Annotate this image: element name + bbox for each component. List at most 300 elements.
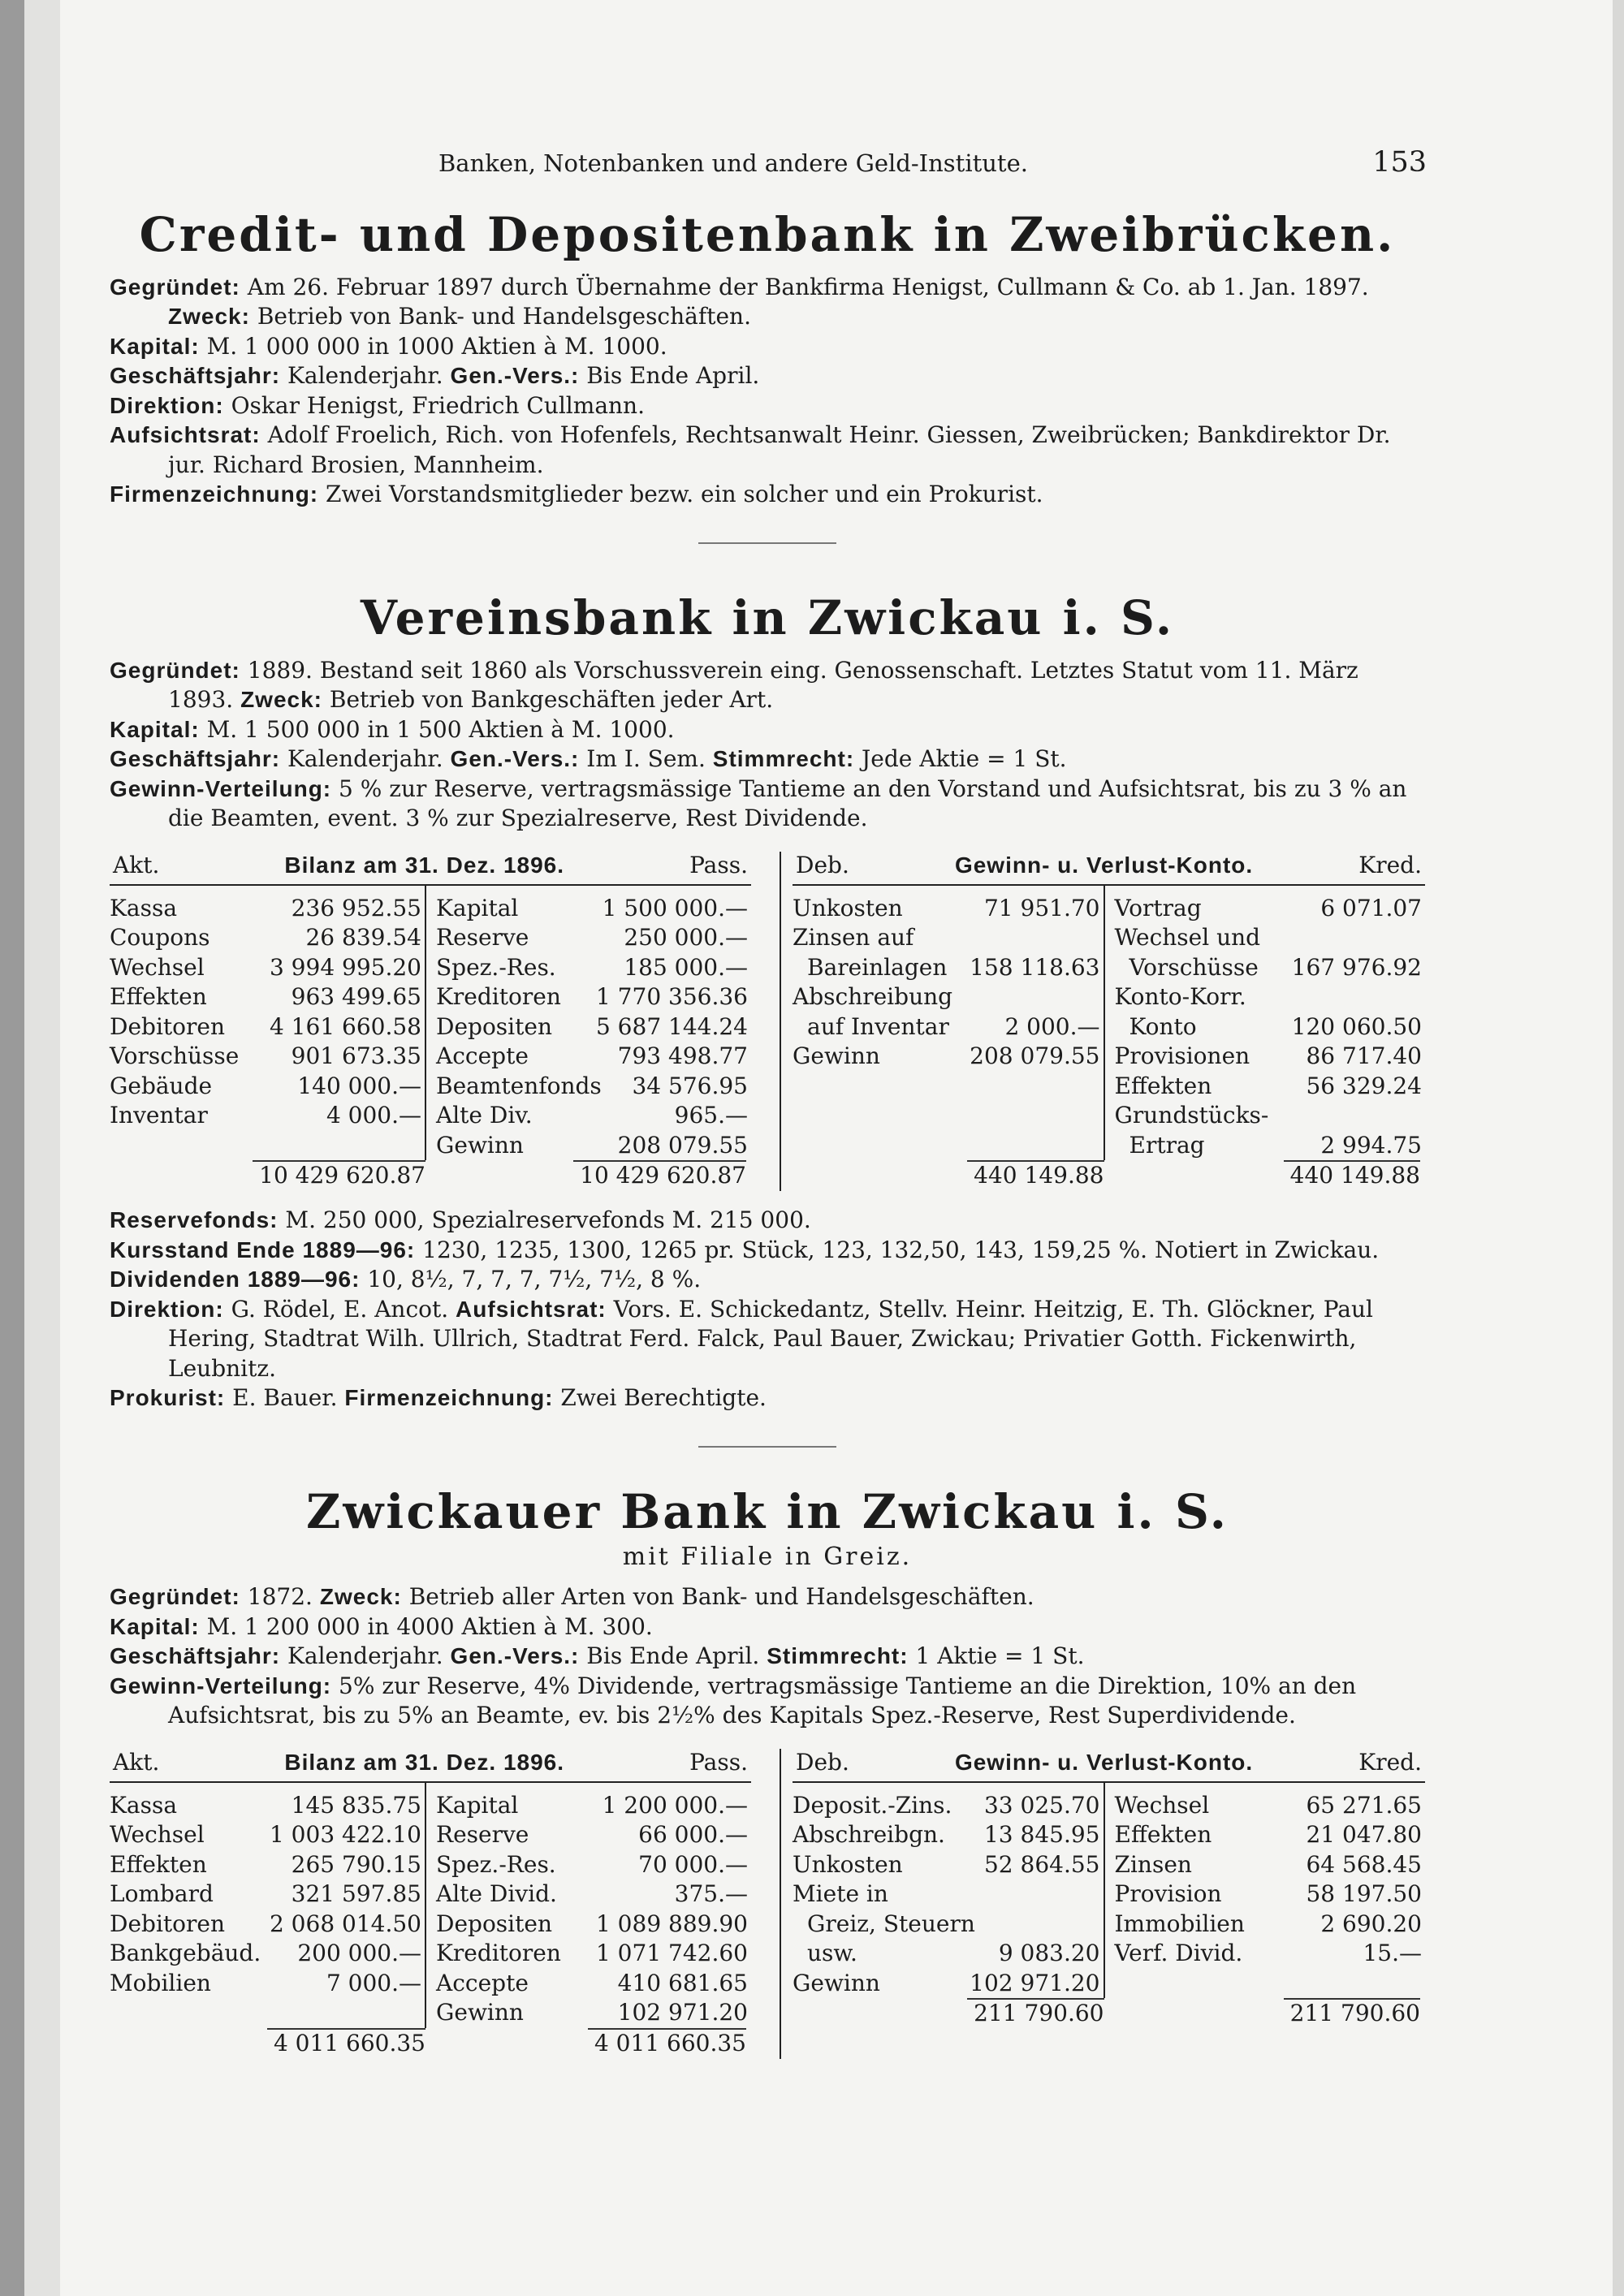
pl-debit-label: Deb. <box>796 1748 849 1776</box>
table-row <box>436 1969 751 1999</box>
text-fiscal-year: Kalenderjahr. <box>280 1642 451 1670</box>
info-fiscal-year <box>110 744 1425 775</box>
pl-total-debit: 211 790.60 <box>967 1998 1104 2026</box>
pl-totals <box>793 1998 1425 2029</box>
info-founded <box>110 273 1425 332</box>
row-label: Debitoren <box>110 1910 225 1937</box>
running-header <box>438 146 1425 187</box>
row-value: 963 499.65 <box>291 983 421 1011</box>
row-label: Deposit.-Zins. <box>793 1791 952 1819</box>
label-supervisory-board: Aufsichtsrat: <box>456 1296 607 1322</box>
row-value: 3 994 995.20 <box>269 953 421 981</box>
row-label: Vortrag <box>1114 894 1202 921</box>
row-value: 140 000.— <box>297 1072 421 1099</box>
liabilities-column <box>425 1783 751 2028</box>
info-capital <box>110 332 1425 362</box>
text-fiscal-year: Kalenderjahr. <box>280 745 451 773</box>
row-value: 375.— <box>674 1880 748 1908</box>
row-value: 2 000.— <box>1004 1012 1100 1040</box>
label-purpose: Zweck: <box>168 304 250 330</box>
liabilities-column <box>425 886 751 1161</box>
table-row <box>436 923 751 953</box>
row-value: 208 079.55 <box>617 1131 748 1159</box>
table-row <box>110 1791 425 1821</box>
text-dividends: 10, 8½, 7, 7, 7, 7½, 7½, 8 %. <box>360 1266 702 1293</box>
row-label: Kreditoren <box>436 983 561 1011</box>
row-label: Kassa <box>110 894 178 921</box>
row-label: Beamtenfonds <box>436 1072 602 1099</box>
row-label: Greiz, Steuern <box>807 1910 975 1937</box>
text-voting-right: 1 Aktie = 1 St. <box>908 1642 1085 1670</box>
row-value: 102 971.20 <box>970 1969 1100 1996</box>
debit-column <box>793 1783 1104 1999</box>
row-label: Coupons <box>110 924 210 952</box>
row-label: usw. <box>807 1940 857 1967</box>
pl-header <box>793 1749 1425 1783</box>
balance-sheet <box>110 852 751 1192</box>
row-value: 145 835.75 <box>291 1791 421 1819</box>
row-label: Gewinn <box>436 1999 524 2026</box>
row-value: 58 197.50 <box>1306 1880 1422 1908</box>
label-founded: Gegründet: <box>110 657 240 683</box>
text-reserve-fund: M. 250 000, Spezialreservefonds M. 215 000. <box>278 1206 811 1234</box>
row-value: 321 597.85 <box>291 1880 421 1908</box>
table-row <box>1115 953 1426 983</box>
text-founded: 1889. Bestand seit 1860 als Vorschussverein eing. Genossenschaft. Letztes Statut vom 11. März 1893. <box>168 656 1358 714</box>
info-share-price <box>110 1236 1425 1266</box>
row-label: Effekten <box>110 983 207 1011</box>
pl-debit-label: Deb. <box>796 851 849 878</box>
text-general-meeting: Bis Ende April. <box>579 1642 767 1670</box>
text-founded: 1872. <box>240 1583 320 1611</box>
label-founded: Gegründet: <box>110 274 240 300</box>
table-row <box>436 1850 751 1880</box>
row-label: Miete in <box>793 1880 888 1908</box>
balance-header <box>110 1749 751 1783</box>
table-row <box>110 1042 425 1072</box>
table-row <box>1115 894 1426 924</box>
row-label: Depositen <box>436 1012 552 1040</box>
row-value: 26 839.54 <box>305 924 421 952</box>
row-label: Kapital <box>436 894 519 921</box>
row-value: 64 568.45 <box>1306 1850 1422 1878</box>
table-row <box>793 982 1104 1012</box>
info-supervisory-board <box>110 421 1425 480</box>
row-value: 410 681.65 <box>617 1969 748 1996</box>
row-label: Kreditoren <box>436 1940 561 1967</box>
pl-totals <box>793 1160 1425 1191</box>
pl-total-debit: 440 149.88 <box>967 1160 1104 1189</box>
row-value: 185 000.— <box>624 953 748 981</box>
label-general-meeting: Gen.-Vers.: <box>450 363 580 389</box>
row-label: Kapital <box>436 1791 519 1819</box>
balance-assets-label: Akt. <box>113 851 160 878</box>
label-signature: Firmenzeichnung: <box>110 481 319 507</box>
table-row <box>110 1072 425 1102</box>
section-subtitle: mit Filiale in Greiz. <box>622 1543 913 1572</box>
profit-loss-account <box>780 852 1425 1192</box>
table-row <box>436 1791 751 1821</box>
table-row <box>436 1072 751 1102</box>
info-procurator <box>110 1383 1425 1413</box>
running-head-title: Banken, Notenbanken und andere Geld-Institute. <box>438 149 1028 177</box>
page-number: 153 <box>1372 146 1427 179</box>
label-fiscal-year: Geschäftsjahr: <box>110 363 281 389</box>
row-label: Wechsel <box>110 1821 205 1849</box>
assets-column <box>110 886 425 1161</box>
label-capital: Kapital: <box>110 1613 200 1639</box>
row-value: 120 060.50 <box>1291 1012 1422 1040</box>
row-value: 236 952.55 <box>291 894 421 921</box>
row-label: Lombard <box>110 1880 214 1908</box>
table-row <box>1115 923 1426 953</box>
balance-header <box>110 852 751 886</box>
row-value: 208 079.55 <box>970 1042 1100 1070</box>
financial-tables <box>110 852 1425 1192</box>
label-voting-right: Stimmrecht: <box>767 1643 909 1669</box>
row-label: Bareinlagen <box>807 953 948 981</box>
pl-total-credit: 211 790.60 <box>1284 1998 1420 2026</box>
text-general-meeting: Im I. Sem. <box>579 745 713 773</box>
table-row <box>793 953 1104 983</box>
row-value: 250 000.— <box>624 924 748 952</box>
company-info-extra <box>110 1206 1425 1413</box>
page-right-edge <box>1613 0 1624 2296</box>
table-row <box>1115 1791 1426 1821</box>
balance-title: Bilanz am 31. Dez. 1896. <box>284 852 565 878</box>
table-row <box>1115 1131 1426 1161</box>
label-share-price: Kursstand Ende 1889—96: <box>110 1236 416 1262</box>
label-direction: Direktion: <box>110 1296 224 1322</box>
table-row <box>1115 1880 1426 1910</box>
table-row <box>1115 1042 1426 1072</box>
table-row <box>1115 1850 1426 1880</box>
info-direction <box>110 1295 1425 1384</box>
debit-column <box>793 886 1104 1161</box>
info-fiscal-year <box>110 361 1425 391</box>
table-row <box>110 1101 425 1131</box>
section-divider <box>698 542 836 544</box>
table-row <box>1115 1910 1426 1940</box>
info-founded <box>110 656 1425 715</box>
text-profit-distribution: 5 % zur Reserve, vertragsmässige Tantieme an den Vorstand und Aufsichtsrat, bis zu 3 % an die Beamten, event. 3 % zur Spezialreserve, Rest Dividende. <box>168 775 1407 832</box>
table-row <box>793 1791 1104 1821</box>
table-row <box>436 894 751 924</box>
row-value: 15.— <box>1363 1940 1422 1967</box>
row-value: 1 770 356.36 <box>595 983 748 1011</box>
row-value: 1 200 000.— <box>602 1791 748 1819</box>
row-label: Reserve <box>436 924 529 952</box>
label-profit-distribution: Gewinn-Verteilung: <box>110 1672 332 1698</box>
binding-shadow <box>24 0 60 2296</box>
row-label: Vorschüsse <box>110 1042 240 1070</box>
table-row <box>436 1131 751 1161</box>
balance-sheet <box>110 1749 751 2059</box>
info-capital <box>110 715 1425 745</box>
table-row <box>110 1910 425 1940</box>
table-row <box>1115 1101 1426 1131</box>
row-value: 65 271.65 <box>1306 1791 1422 1819</box>
row-label: Wechsel und <box>1114 924 1261 952</box>
table-row <box>793 1012 1104 1042</box>
row-label: Gewinn <box>793 1042 880 1070</box>
table-row <box>110 1820 425 1850</box>
label-fiscal-year: Geschäftsjahr: <box>110 1643 281 1669</box>
text-signature: Zwei Vorstandsmitglieder bezw. ein solcher und ein Prokurist. <box>318 481 1043 508</box>
section-vereinsbank-zwickau <box>110 589 1425 1413</box>
table-row <box>436 1880 751 1910</box>
row-value: 1 500 000.— <box>602 894 748 921</box>
row-label: Depositen <box>436 1910 552 1937</box>
row-value: 52 864.55 <box>983 1850 1100 1878</box>
pl-header <box>793 852 1425 886</box>
credit-column <box>1104 1783 1426 1999</box>
pl-total-credit: 440 149.88 <box>1284 1160 1420 1189</box>
row-value: 21 047.80 <box>1306 1821 1422 1849</box>
row-value: 965.— <box>674 1102 748 1129</box>
row-label: Provision <box>1114 1880 1222 1908</box>
row-value: 66 000.— <box>638 1821 748 1849</box>
text-share-price: 1230, 1235, 1300, 1265 pr. Stück, 123, 132,50, 143, 159,25 %. Notiert in Zwickau. <box>415 1236 1380 1263</box>
info-reserve-fund <box>110 1206 1425 1236</box>
row-value: 4 000.— <box>326 1102 421 1129</box>
label-capital: Kapital: <box>110 716 200 742</box>
pl-title: Gewinn- u. Verlust-Konto. <box>954 852 1254 878</box>
table-row <box>110 1969 425 1999</box>
row-value: 13 845.95 <box>983 1821 1100 1849</box>
balance-liabilities-label: Pass. <box>689 1748 748 1776</box>
row-label: Konto-Korr. <box>1114 983 1246 1011</box>
info-signature <box>110 480 1425 510</box>
row-label: Spez.-Res. <box>436 953 556 981</box>
profit-loss-account <box>780 1749 1425 2059</box>
table-row <box>793 1910 1104 1940</box>
table-row <box>436 953 751 983</box>
pl-credit-label: Kred. <box>1358 851 1422 878</box>
row-label: Gewinn <box>793 1969 880 1996</box>
row-label: Vorschüsse <box>1129 953 1259 981</box>
row-label: Abschreibgn. <box>793 1821 945 1849</box>
text-capital: M. 1 500 000 in 1 500 Aktien à M. 1000. <box>199 715 675 743</box>
label-direction: Direktion: <box>110 392 224 418</box>
section-title: Vereinsbank in Zwickau i. S. <box>360 589 1175 645</box>
pl-title: Gewinn- u. Verlust-Konto. <box>954 1749 1254 1775</box>
table-row <box>793 1969 1104 1999</box>
table-row <box>1115 1820 1426 1850</box>
row-label: Mobilien <box>110 1969 211 1996</box>
row-label: Reserve <box>436 1821 529 1849</box>
section-title: Credit- und Depositenbank in Zweibrücken. <box>139 207 1396 262</box>
row-value: 2 690.20 <box>1320 1910 1422 1937</box>
table-row <box>793 1939 1104 1969</box>
row-value: 70 000.— <box>638 1850 748 1878</box>
row-label: Immobilien <box>1114 1910 1245 1937</box>
table-row <box>110 953 425 983</box>
financial-tables <box>110 1749 1425 2059</box>
row-value: 158 118.63 <box>970 953 1100 981</box>
label-voting-right: Stimmrecht: <box>712 746 855 772</box>
assets-column <box>110 1783 425 2028</box>
text-direction: G. Rödel, E. Ancot. <box>223 1295 456 1323</box>
row-value: 1 089 889.90 <box>595 1910 748 1937</box>
row-label: Verf. Divid. <box>1114 1940 1243 1967</box>
label-purpose: Zweck: <box>240 687 322 713</box>
info-profit-distribution <box>110 775 1425 834</box>
balance-title: Bilanz am 31. Dez. 1896. <box>284 1749 565 1775</box>
text-general-meeting: Bis Ende April. <box>579 362 760 390</box>
table-row <box>1115 1939 1426 1969</box>
row-label: Gewinn <box>436 1131 524 1159</box>
row-label: Bankgebäud. <box>110 1940 261 1967</box>
text-capital: M. 1 000 000 in 1000 Aktien à M. 1000. <box>199 332 667 360</box>
info-profit-distribution <box>110 1672 1425 1731</box>
row-label: Unkosten <box>793 1850 903 1878</box>
table-row <box>1115 1072 1426 1102</box>
text-supervisory-board: Vors. E. Schickedantz, Stellv. Heinr. Heitzig, E. Th. Glöckner, Paul Hering, Stadtrat Wilh. Ullrich, Stadtrat Ferd. Falck, Paul Bauer, Zwickau; Privatier Gotth. Fickenwirth, Leubnitz. <box>168 1295 1373 1382</box>
row-label: Provisionen <box>1114 1042 1250 1070</box>
text-voting-right: Jede Aktie = 1 St. <box>854 745 1067 773</box>
label-fiscal-year: Geschäftsjahr: <box>110 746 281 772</box>
row-value: 34 576.95 <box>632 1072 748 1099</box>
row-label: Debitoren <box>110 1012 225 1040</box>
row-value: 5 687 144.24 <box>595 1012 748 1040</box>
balance-totals <box>110 1160 751 1191</box>
row-label: Inventar <box>110 1102 208 1129</box>
table-row <box>110 1939 425 1969</box>
label-founded: Gegründet: <box>110 1584 240 1610</box>
table-row <box>436 1998 751 2028</box>
label-dividends: Dividenden 1889—96: <box>110 1267 361 1293</box>
row-value: 1 003 422.10 <box>269 1821 421 1849</box>
section-zwickauer-bank <box>110 1483 1425 2059</box>
table-row <box>436 1820 751 1850</box>
company-info <box>110 273 1425 510</box>
company-info <box>110 656 1425 834</box>
table-row <box>793 1042 1104 1072</box>
row-value: 1 071 742.60 <box>595 1940 748 1967</box>
row-value: 56 329.24 <box>1306 1072 1422 1099</box>
binding-edge <box>0 0 24 2296</box>
row-value: 200 000.— <box>297 1940 421 1967</box>
table-row <box>1115 1012 1426 1042</box>
info-fiscal-year <box>110 1642 1425 1672</box>
balance-total-assets: 10 429 620.87 <box>253 1160 425 1189</box>
balance-assets-label: Akt. <box>113 1748 160 1776</box>
table-row <box>110 1850 425 1880</box>
row-label: Ertrag <box>1129 1131 1205 1159</box>
text-procurator: E. Bauer. <box>225 1384 345 1412</box>
balance-total-liabilities: 10 429 620.87 <box>573 1160 746 1189</box>
table-row <box>1115 982 1426 1012</box>
label-general-meeting: Gen.-Vers.: <box>450 746 580 772</box>
table-row <box>793 1880 1104 1910</box>
row-value: 86 717.40 <box>1306 1042 1422 1070</box>
row-label: Zinsen auf <box>793 924 914 952</box>
table-row <box>110 923 425 953</box>
label-general-meeting: Gen.-Vers.: <box>450 1643 580 1669</box>
label-signature: Firmenzeichnung: <box>344 1385 554 1411</box>
row-value: 33 025.70 <box>983 1791 1100 1819</box>
row-value: 71 951.70 <box>983 894 1100 921</box>
row-value: 265 790.15 <box>291 1850 421 1878</box>
row-label: Unkosten <box>793 894 903 921</box>
row-label: Abschreibung <box>793 983 953 1011</box>
table-row <box>110 1012 425 1042</box>
row-label: Accepte <box>436 1969 529 1996</box>
table-row <box>436 982 751 1012</box>
table-row <box>436 1042 751 1072</box>
label-purpose: Zweck: <box>319 1584 402 1610</box>
row-label: Effekten <box>110 1850 207 1878</box>
row-value: 2 068 014.50 <box>269 1910 421 1937</box>
text-direction: Oskar Henigst, Friedrich Cullmann. <box>223 391 645 419</box>
credit-column <box>1104 886 1426 1161</box>
info-capital <box>110 1612 1425 1642</box>
table-row <box>793 894 1104 924</box>
section-title: Zwickauer Bank in Zwickau i. S. <box>306 1483 1229 1539</box>
row-label: Grundstücks- <box>1114 1102 1269 1129</box>
info-direction <box>110 391 1425 421</box>
row-label: Kassa <box>110 1791 178 1819</box>
row-value: 793 498.77 <box>617 1042 748 1070</box>
company-info <box>110 1582 1425 1731</box>
row-value: 167 976.92 <box>1291 953 1422 981</box>
table-row <box>793 923 1104 953</box>
balance-total-assets: 4 011 660.35 <box>267 2028 425 2056</box>
table-row <box>436 1012 751 1042</box>
table-row <box>436 1939 751 1969</box>
row-label: Wechsel <box>1114 1791 1210 1819</box>
info-dividends <box>110 1265 1425 1295</box>
text-capital: M. 1 200 000 in 4000 Aktien à M. 300. <box>199 1612 653 1640</box>
table-row <box>793 1850 1104 1880</box>
row-value: 102 971.20 <box>617 1999 748 2026</box>
row-label: Zinsen <box>1114 1850 1192 1878</box>
table-row <box>110 982 425 1012</box>
label-capital: Kapital: <box>110 333 200 359</box>
text-signature: Zwei Berechtigte. <box>553 1384 767 1412</box>
row-label: Alte Div. <box>436 1102 533 1129</box>
pl-credit-label: Kred. <box>1358 1748 1422 1776</box>
label-reserve-fund: Reservefonds: <box>110 1207 279 1233</box>
section-divider <box>698 1446 836 1448</box>
row-label: Spez.-Res. <box>436 1850 556 1878</box>
balance-total-liabilities: 4 011 660.35 <box>588 2028 746 2056</box>
text-profit-distribution: 5% zur Reserve, 4% Dividende, vertragsmässige Tantieme an die Direktion, 10% an den Aufsichtsrat, bis zu 5% an Beamte, ev. bis 2½% des Kapitals Spez.-Reserve, Rest Superdividende. <box>168 1672 1357 1729</box>
row-label: Wechsel <box>110 953 205 981</box>
row-value: 9 083.20 <box>998 1940 1100 1967</box>
text-supervisory-board: Adolf Froelich, Rich. von Hofenfels, Rechtsanwalt Heinr. Giessen, Zweibrücken; Bankdirektor Dr. jur. Richard Brosien, Mannheim. <box>168 421 1391 478</box>
label-profit-distribution: Gewinn-Verteilung: <box>110 775 332 801</box>
page-content <box>110 146 1425 2059</box>
row-label: Effekten <box>1114 1821 1212 1849</box>
row-label: Accepte <box>436 1042 529 1070</box>
text-purpose: Betrieb von Bankgeschäften jeder Art. <box>322 686 774 714</box>
row-label: Gebäude <box>110 1072 213 1099</box>
table-row <box>436 1910 751 1940</box>
row-value: 6 071.07 <box>1320 894 1422 921</box>
text-founded: Am 26. Februar 1897 durch Übernahme der Bankfirma Henigst, Cullmann & Co. ab 1. Jan. 1897. <box>240 273 1369 300</box>
row-value: 4 161 660.58 <box>269 1012 421 1040</box>
balance-totals <box>110 2028 751 2059</box>
table-row <box>793 1820 1104 1850</box>
row-value: 901 673.35 <box>291 1042 421 1070</box>
row-value: 2 994.75 <box>1320 1131 1422 1159</box>
balance-liabilities-label: Pass. <box>689 851 748 878</box>
row-label: Effekten <box>1114 1072 1212 1099</box>
row-label: auf Inventar <box>807 1012 949 1040</box>
label-procurator: Prokurist: <box>110 1385 226 1411</box>
